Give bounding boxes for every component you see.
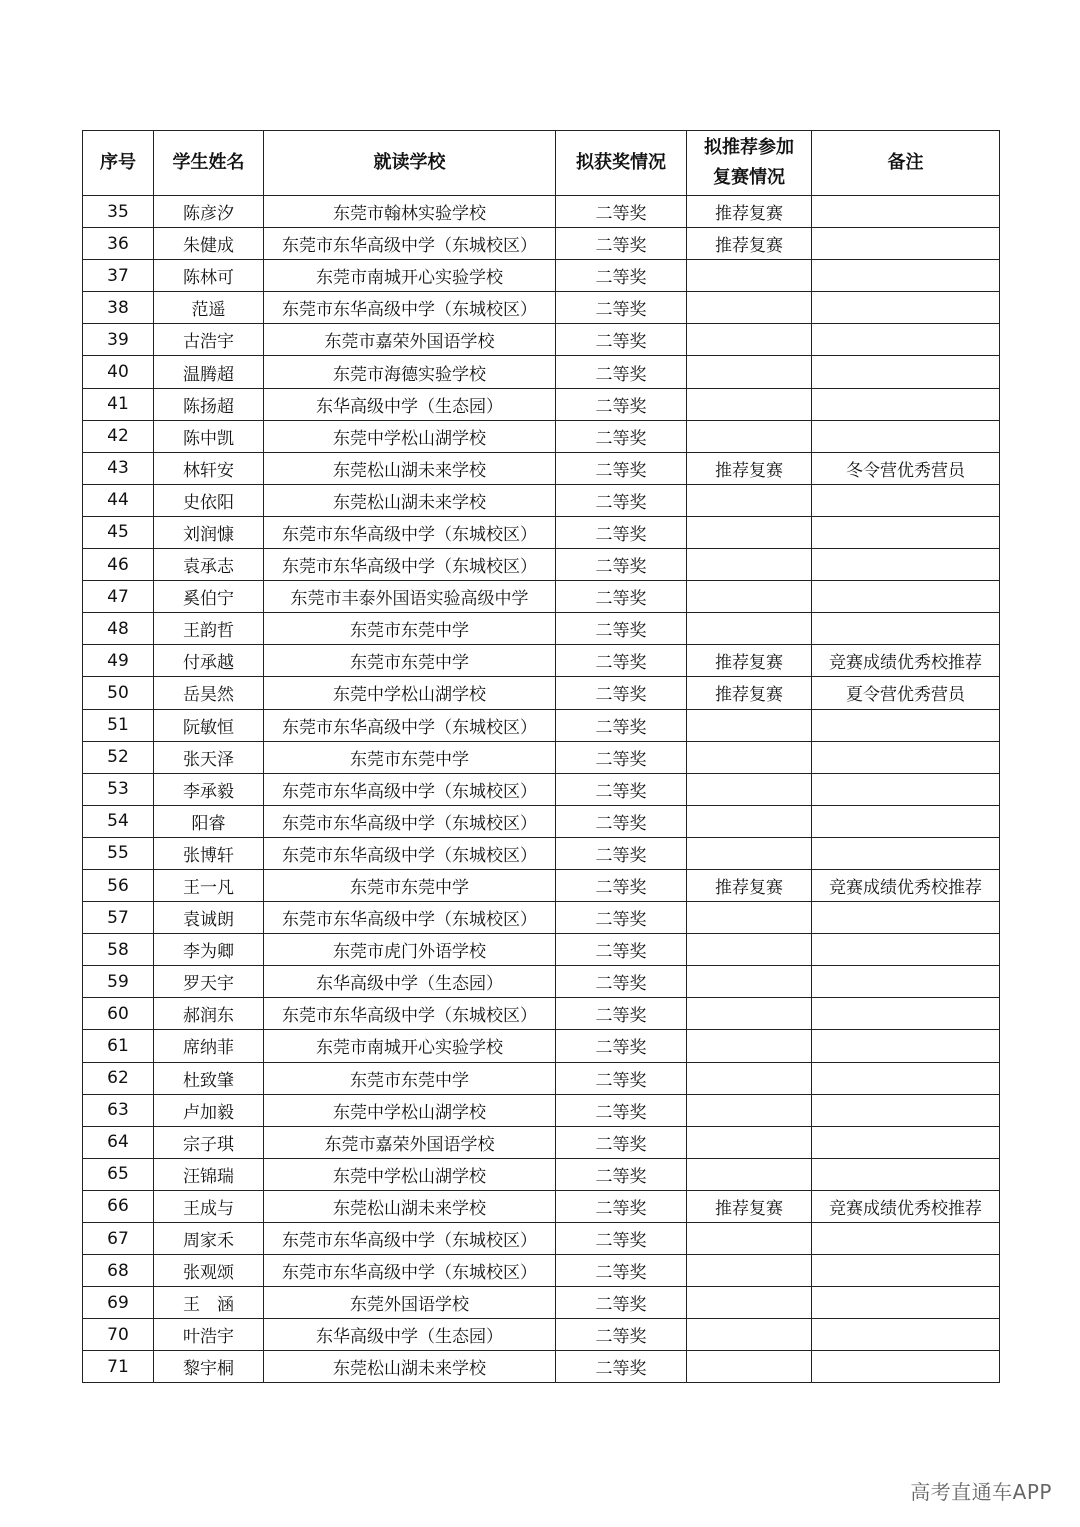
table-row bbox=[83, 966, 1000, 998]
cell-school: 东莞松山湖未来学校 bbox=[264, 1351, 556, 1383]
cell-note: 竞赛成绩优秀校推荐 bbox=[812, 869, 1000, 901]
cell-recommend bbox=[687, 549, 812, 581]
cell-award: 二等奖 bbox=[556, 1094, 687, 1126]
cell-note bbox=[812, 613, 1000, 645]
table-row bbox=[83, 516, 1000, 548]
cell-index: 51 bbox=[83, 709, 154, 741]
cell-recommend bbox=[687, 581, 812, 613]
cell-school: 东莞中学松山湖学校 bbox=[264, 677, 556, 709]
cell-school: 东莞松山湖未来学校 bbox=[264, 484, 556, 516]
cell-award: 二等奖 bbox=[556, 1062, 687, 1094]
cell-award: 二等奖 bbox=[556, 1319, 687, 1351]
cell-student-name: 叶浩宇 bbox=[154, 1319, 264, 1351]
table-row bbox=[83, 1319, 1000, 1351]
cell-award: 二等奖 bbox=[556, 292, 687, 324]
cell-student-name: 李为卿 bbox=[154, 934, 264, 966]
cell-school: 东莞市东华高级中学（东城校区） bbox=[264, 228, 556, 260]
cell-recommend bbox=[687, 805, 812, 837]
cell-school: 东莞中学松山湖学校 bbox=[264, 1094, 556, 1126]
cell-note bbox=[812, 292, 1000, 324]
cell-school: 东莞市嘉荣外国语学校 bbox=[264, 324, 556, 356]
cell-student-name: 卢加毅 bbox=[154, 1094, 264, 1126]
cell-index: 56 bbox=[83, 869, 154, 901]
cell-school: 东莞中学松山湖学校 bbox=[264, 420, 556, 452]
table-row bbox=[83, 1255, 1000, 1287]
cell-award: 二等奖 bbox=[556, 581, 687, 613]
cell-student-name: 陈中凯 bbox=[154, 420, 264, 452]
table-row bbox=[83, 324, 1000, 356]
table-row bbox=[83, 292, 1000, 324]
header-index: 序号 bbox=[83, 131, 154, 196]
cell-note bbox=[812, 324, 1000, 356]
cell-index: 67 bbox=[83, 1223, 154, 1255]
cell-recommend bbox=[687, 356, 812, 388]
cell-recommend bbox=[687, 902, 812, 934]
table-row bbox=[83, 1094, 1000, 1126]
cell-index: 69 bbox=[83, 1287, 154, 1319]
cell-recommend bbox=[687, 1255, 812, 1287]
cell-note: 竞赛成绩优秀校推荐 bbox=[812, 645, 1000, 677]
cell-student-name: 朱健成 bbox=[154, 228, 264, 260]
cell-school: 东莞市东华高级中学（东城校区） bbox=[264, 292, 556, 324]
cell-recommend bbox=[687, 1351, 812, 1383]
cell-school: 东莞松山湖未来学校 bbox=[264, 1190, 556, 1222]
table-row bbox=[83, 1351, 1000, 1383]
cell-student-name: 袁诚朗 bbox=[154, 902, 264, 934]
cell-index: 66 bbox=[83, 1190, 154, 1222]
cell-index: 35 bbox=[83, 196, 154, 228]
cell-recommend bbox=[687, 484, 812, 516]
cell-student-name: 陈彦汐 bbox=[154, 196, 264, 228]
cell-note bbox=[812, 1351, 1000, 1383]
cell-award: 二等奖 bbox=[556, 1255, 687, 1287]
table-row bbox=[83, 1158, 1000, 1190]
cell-school: 东莞市东莞中学 bbox=[264, 645, 556, 677]
table-row bbox=[83, 869, 1000, 901]
cell-award: 二等奖 bbox=[556, 324, 687, 356]
cell-school: 东莞市东华高级中学（东城校区） bbox=[264, 902, 556, 934]
cell-index: 48 bbox=[83, 613, 154, 645]
table-row bbox=[83, 773, 1000, 805]
cell-student-name: 宗子琪 bbox=[154, 1126, 264, 1158]
cell-award: 二等奖 bbox=[556, 1030, 687, 1062]
header-recommend-line2: 复赛情况 bbox=[713, 167, 785, 188]
cell-note bbox=[812, 549, 1000, 581]
cell-student-name: 周家禾 bbox=[154, 1223, 264, 1255]
cell-recommend bbox=[687, 1319, 812, 1351]
cell-note bbox=[812, 837, 1000, 869]
cell-note: 冬令营优秀营员 bbox=[812, 452, 1000, 484]
cell-note bbox=[812, 196, 1000, 228]
award-list-table bbox=[82, 130, 1000, 1383]
cell-index: 49 bbox=[83, 645, 154, 677]
cell-award: 二等奖 bbox=[556, 741, 687, 773]
cell-index: 71 bbox=[83, 1351, 154, 1383]
table-row bbox=[83, 645, 1000, 677]
cell-award: 二等奖 bbox=[556, 902, 687, 934]
cell-student-name: 岳昊然 bbox=[154, 677, 264, 709]
cell-index: 53 bbox=[83, 773, 154, 805]
cell-index: 43 bbox=[83, 452, 154, 484]
cell-recommend bbox=[687, 1287, 812, 1319]
cell-award: 二等奖 bbox=[556, 709, 687, 741]
cell-note bbox=[812, 484, 1000, 516]
cell-school: 东莞中学松山湖学校 bbox=[264, 1158, 556, 1190]
cell-recommend bbox=[687, 1094, 812, 1126]
cell-student-name: 付承越 bbox=[154, 645, 264, 677]
cell-award: 二等奖 bbox=[556, 934, 687, 966]
cell-student-name: 王成与 bbox=[154, 1190, 264, 1222]
cell-award: 二等奖 bbox=[556, 1223, 687, 1255]
cell-recommend bbox=[687, 516, 812, 548]
table-row bbox=[83, 260, 1000, 292]
cell-school: 东莞市东华高级中学（东城校区） bbox=[264, 998, 556, 1030]
cell-school: 东莞市东莞中学 bbox=[264, 741, 556, 773]
cell-award: 二等奖 bbox=[556, 805, 687, 837]
cell-student-name: 杜致肇 bbox=[154, 1062, 264, 1094]
cell-recommend: 推荐复赛 bbox=[687, 1190, 812, 1222]
cell-note bbox=[812, 998, 1000, 1030]
cell-school: 东莞市东华高级中学（东城校区） bbox=[264, 549, 556, 581]
cell-student-name: 张天泽 bbox=[154, 741, 264, 773]
cell-note bbox=[812, 260, 1000, 292]
cell-student-name: 阳睿 bbox=[154, 805, 264, 837]
header-recommend-line1: 拟推荐参加 bbox=[704, 137, 794, 158]
cell-school: 东莞市东华高级中学（东城校区） bbox=[264, 1223, 556, 1255]
table-row bbox=[83, 1030, 1000, 1062]
cell-recommend bbox=[687, 388, 812, 420]
cell-index: 45 bbox=[83, 516, 154, 548]
cell-index: 36 bbox=[83, 228, 154, 260]
watermark-text: 高考直通车APP bbox=[910, 1480, 1052, 1504]
cell-note bbox=[812, 420, 1000, 452]
cell-student-name: 汪锦瑞 bbox=[154, 1158, 264, 1190]
cell-award: 二等奖 bbox=[556, 837, 687, 869]
table-row bbox=[83, 1287, 1000, 1319]
cell-note bbox=[812, 1126, 1000, 1158]
cell-school: 东华高级中学（生态园） bbox=[264, 388, 556, 420]
table-row bbox=[83, 741, 1000, 773]
cell-award: 二等奖 bbox=[556, 869, 687, 901]
cell-student-name: 郝润东 bbox=[154, 998, 264, 1030]
cell-school: 东莞市虎门外语学校 bbox=[264, 934, 556, 966]
cell-student-name: 张博轩 bbox=[154, 837, 264, 869]
header-school: 就读学校 bbox=[264, 131, 556, 196]
table-row bbox=[83, 837, 1000, 869]
cell-index: 68 bbox=[83, 1255, 154, 1287]
cell-index: 47 bbox=[83, 581, 154, 613]
cell-note bbox=[812, 934, 1000, 966]
cell-index: 55 bbox=[83, 837, 154, 869]
cell-note bbox=[812, 581, 1000, 613]
table-row bbox=[83, 902, 1000, 934]
table-header-row bbox=[83, 131, 1000, 196]
table-row bbox=[83, 677, 1000, 709]
cell-recommend bbox=[687, 998, 812, 1030]
cell-student-name: 王韵哲 bbox=[154, 613, 264, 645]
cell-award: 二等奖 bbox=[556, 196, 687, 228]
cell-award: 二等奖 bbox=[556, 613, 687, 645]
cell-index: 57 bbox=[83, 902, 154, 934]
cell-index: 60 bbox=[83, 998, 154, 1030]
cell-award: 二等奖 bbox=[556, 388, 687, 420]
cell-award: 二等奖 bbox=[556, 516, 687, 548]
cell-student-name: 史依阳 bbox=[154, 484, 264, 516]
table-row bbox=[83, 998, 1000, 1030]
cell-index: 65 bbox=[83, 1158, 154, 1190]
cell-award: 二等奖 bbox=[556, 966, 687, 998]
cell-award: 二等奖 bbox=[556, 645, 687, 677]
cell-note bbox=[812, 516, 1000, 548]
cell-student-name: 陈林可 bbox=[154, 260, 264, 292]
cell-award: 二等奖 bbox=[556, 484, 687, 516]
cell-recommend bbox=[687, 741, 812, 773]
cell-recommend: 推荐复赛 bbox=[687, 196, 812, 228]
cell-student-name: 奚伯宁 bbox=[154, 581, 264, 613]
cell-recommend: 推荐复赛 bbox=[687, 228, 812, 260]
table-row bbox=[83, 484, 1000, 516]
cell-index: 62 bbox=[83, 1062, 154, 1094]
table-row bbox=[83, 1190, 1000, 1222]
cell-school: 东莞市东华高级中学（东城校区） bbox=[264, 516, 556, 548]
cell-student-name: 李承毅 bbox=[154, 773, 264, 805]
cell-school: 东莞市南城开心实验学校 bbox=[264, 1030, 556, 1062]
cell-school: 东莞市嘉荣外国语学校 bbox=[264, 1126, 556, 1158]
cell-student-name: 席纳菲 bbox=[154, 1030, 264, 1062]
cell-note bbox=[812, 741, 1000, 773]
cell-index: 38 bbox=[83, 292, 154, 324]
cell-note bbox=[812, 228, 1000, 260]
cell-award: 二等奖 bbox=[556, 260, 687, 292]
cell-school: 东莞市东莞中学 bbox=[264, 613, 556, 645]
cell-award: 二等奖 bbox=[556, 420, 687, 452]
cell-school: 东莞外国语学校 bbox=[264, 1287, 556, 1319]
cell-school: 东华高级中学（生态园） bbox=[264, 966, 556, 998]
cell-index: 40 bbox=[83, 356, 154, 388]
cell-note bbox=[812, 356, 1000, 388]
cell-index: 52 bbox=[83, 741, 154, 773]
cell-index: 61 bbox=[83, 1030, 154, 1062]
cell-award: 二等奖 bbox=[556, 1158, 687, 1190]
cell-index: 59 bbox=[83, 966, 154, 998]
table-row bbox=[83, 420, 1000, 452]
cell-index: 64 bbox=[83, 1126, 154, 1158]
cell-index: 41 bbox=[83, 388, 154, 420]
table-row bbox=[83, 1062, 1000, 1094]
cell-recommend bbox=[687, 1223, 812, 1255]
cell-student-name: 古浩宇 bbox=[154, 324, 264, 356]
cell-school: 东莞松山湖未来学校 bbox=[264, 452, 556, 484]
cell-student-name: 陈扬超 bbox=[154, 388, 264, 420]
cell-index: 44 bbox=[83, 484, 154, 516]
cell-award: 二等奖 bbox=[556, 549, 687, 581]
cell-note bbox=[812, 1094, 1000, 1126]
header-award: 拟获奖情况 bbox=[556, 131, 687, 196]
cell-recommend bbox=[687, 292, 812, 324]
cell-note bbox=[812, 805, 1000, 837]
cell-award: 二等奖 bbox=[556, 677, 687, 709]
header-student-name: 学生姓名 bbox=[154, 131, 264, 196]
table-row bbox=[83, 934, 1000, 966]
cell-school: 东莞市东华高级中学（东城校区） bbox=[264, 709, 556, 741]
header-note: 备注 bbox=[812, 131, 1000, 196]
cell-student-name: 刘润慷 bbox=[154, 516, 264, 548]
cell-student-name: 范遥 bbox=[154, 292, 264, 324]
cell-recommend bbox=[687, 420, 812, 452]
cell-note bbox=[812, 1287, 1000, 1319]
cell-school: 东莞市东华高级中学（东城校区） bbox=[264, 773, 556, 805]
table-row bbox=[83, 805, 1000, 837]
cell-student-name: 袁承志 bbox=[154, 549, 264, 581]
cell-student-name: 罗天宇 bbox=[154, 966, 264, 998]
cell-school: 东莞市东华高级中学（东城校区） bbox=[264, 805, 556, 837]
cell-school: 东莞市东华高级中学（东城校区） bbox=[264, 1255, 556, 1287]
cell-award: 二等奖 bbox=[556, 356, 687, 388]
cell-index: 70 bbox=[83, 1319, 154, 1351]
cell-award: 二等奖 bbox=[556, 1126, 687, 1158]
cell-recommend bbox=[687, 1062, 812, 1094]
cell-note bbox=[812, 966, 1000, 998]
cell-school: 东莞市东华高级中学（东城校区） bbox=[264, 837, 556, 869]
cell-note bbox=[812, 1319, 1000, 1351]
cell-student-name: 张观颂 bbox=[154, 1255, 264, 1287]
cell-award: 二等奖 bbox=[556, 1287, 687, 1319]
cell-school: 东莞市南城开心实验学校 bbox=[264, 260, 556, 292]
cell-index: 37 bbox=[83, 260, 154, 292]
cell-student-name: 王一凡 bbox=[154, 869, 264, 901]
cell-recommend bbox=[687, 966, 812, 998]
cell-recommend: 推荐复赛 bbox=[687, 869, 812, 901]
cell-note bbox=[812, 388, 1000, 420]
cell-recommend bbox=[687, 837, 812, 869]
cell-award: 二等奖 bbox=[556, 228, 687, 260]
cell-school: 东莞市翰林实验学校 bbox=[264, 196, 556, 228]
cell-student-name: 黎宇桐 bbox=[154, 1351, 264, 1383]
table-row bbox=[83, 388, 1000, 420]
cell-award: 二等奖 bbox=[556, 1190, 687, 1222]
cell-note bbox=[812, 902, 1000, 934]
cell-school: 东莞市丰泰外国语实验高级中学 bbox=[264, 581, 556, 613]
cell-index: 46 bbox=[83, 549, 154, 581]
cell-note: 竞赛成绩优秀校推荐 bbox=[812, 1190, 1000, 1222]
cell-recommend bbox=[687, 324, 812, 356]
table-row bbox=[83, 452, 1000, 484]
cell-recommend: 推荐复赛 bbox=[687, 677, 812, 709]
cell-recommend bbox=[687, 1126, 812, 1158]
cell-award: 二等奖 bbox=[556, 773, 687, 805]
cell-note bbox=[812, 1062, 1000, 1094]
table-row bbox=[83, 613, 1000, 645]
table-row bbox=[83, 549, 1000, 581]
cell-note: 夏令营优秀营员 bbox=[812, 677, 1000, 709]
table-row bbox=[83, 581, 1000, 613]
cell-student-name: 王 涵 bbox=[154, 1287, 264, 1319]
cell-recommend bbox=[687, 773, 812, 805]
cell-award: 二等奖 bbox=[556, 998, 687, 1030]
cell-school: 东莞市东莞中学 bbox=[264, 869, 556, 901]
cell-recommend bbox=[687, 1030, 812, 1062]
cell-recommend bbox=[687, 260, 812, 292]
cell-recommend bbox=[687, 934, 812, 966]
cell-note bbox=[812, 1223, 1000, 1255]
header-recommend bbox=[687, 131, 812, 196]
cell-school: 东莞市东莞中学 bbox=[264, 1062, 556, 1094]
table-body bbox=[83, 196, 1000, 1383]
cell-note bbox=[812, 709, 1000, 741]
cell-index: 63 bbox=[83, 1094, 154, 1126]
cell-recommend: 推荐复赛 bbox=[687, 645, 812, 677]
cell-school: 东华高级中学（生态园） bbox=[264, 1319, 556, 1351]
table-row bbox=[83, 356, 1000, 388]
cell-recommend bbox=[687, 709, 812, 741]
table-row bbox=[83, 1223, 1000, 1255]
cell-note bbox=[812, 773, 1000, 805]
cell-note bbox=[812, 1030, 1000, 1062]
cell-note bbox=[812, 1255, 1000, 1287]
cell-index: 50 bbox=[83, 677, 154, 709]
cell-student-name: 阮敏恒 bbox=[154, 709, 264, 741]
cell-index: 42 bbox=[83, 420, 154, 452]
cell-award: 二等奖 bbox=[556, 452, 687, 484]
cell-award: 二等奖 bbox=[556, 1351, 687, 1383]
table-row bbox=[83, 228, 1000, 260]
cell-note bbox=[812, 1158, 1000, 1190]
table-row bbox=[83, 1126, 1000, 1158]
cell-recommend bbox=[687, 613, 812, 645]
cell-recommend bbox=[687, 1158, 812, 1190]
cell-index: 58 bbox=[83, 934, 154, 966]
cell-index: 54 bbox=[83, 805, 154, 837]
cell-index: 39 bbox=[83, 324, 154, 356]
cell-recommend: 推荐复赛 bbox=[687, 452, 812, 484]
table-row bbox=[83, 196, 1000, 228]
cell-school: 东莞市海德实验学校 bbox=[264, 356, 556, 388]
table-row bbox=[83, 709, 1000, 741]
cell-student-name: 温腾超 bbox=[154, 356, 264, 388]
cell-student-name: 林轩安 bbox=[154, 452, 264, 484]
